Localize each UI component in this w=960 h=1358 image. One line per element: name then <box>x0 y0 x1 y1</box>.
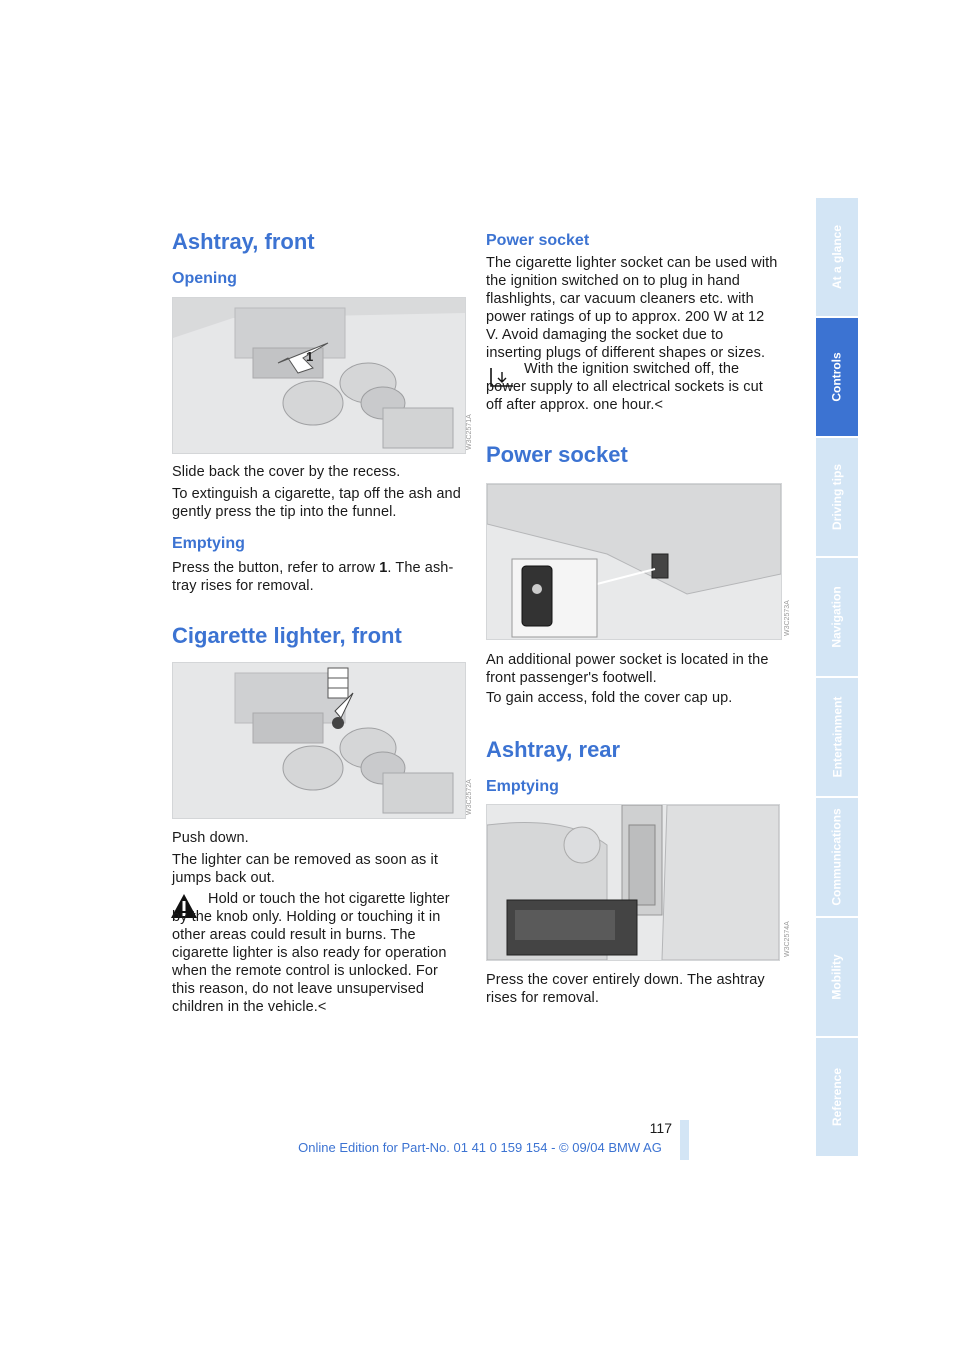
section-title-cigarette-lighter: Cigarette lighter, front <box>172 623 402 648</box>
figure-code: W3C2574A <box>784 921 791 957</box>
paragraph: An additional power socket is located in the front passenger's footwell. <box>486 652 769 686</box>
paragraph: The lighter can be removed as soon as it jumps back out. <box>172 852 438 886</box>
tab-entertainment[interactable]: Entertainment <box>816 678 858 796</box>
tab-controls[interactable]: Controls <box>816 318 858 436</box>
paragraph: Press the cover entirely down. The ashtray rises for removal. <box>486 972 765 1006</box>
section-title-power-socket: Power socket <box>486 442 628 467</box>
subtitle-emptying: Emptying <box>172 535 245 552</box>
subtitle-opening: Opening <box>172 270 237 287</box>
tab-mobility[interactable]: Mobility <box>816 918 858 1036</box>
paragraph: Slide back the cover by the recess. <box>172 464 401 480</box>
figure-code: W3C2572A <box>466 779 473 815</box>
figure-code: W3C2573A <box>784 600 791 636</box>
tab-communications[interactable]: Communications <box>816 798 858 916</box>
paragraph: Push down. <box>172 830 249 846</box>
figure-ashtray-rear <box>486 804 780 961</box>
section-title-ashtray-rear: Ashtray, rear <box>486 737 621 762</box>
tab-navigation[interactable]: Navigation <box>816 558 858 676</box>
paragraph: The cigarette lighter socket can be used with the ignition switched on to plug in hand flashlights, car vacuum cleaners etc. with power ratings of up to approx. 200 W at 12 V. Avoid damaging the socket due to inserting plugs of different shapes or sizes. <box>486 255 778 361</box>
subtitle-power-socket: Power socket <box>486 232 590 249</box>
subtitle-emptying-rear: Emptying <box>486 778 559 795</box>
tab-driving-tips[interactable]: Driving tips <box>816 438 858 556</box>
figure-power-socket <box>486 483 782 640</box>
note-text: With the ignition switched off, the power supply to all electrical sockets is cut off after approx. one hour.< <box>486 361 763 413</box>
tab-reference[interactable]: Reference <box>816 1038 858 1156</box>
warning-text: Hold or touch the hot cigarette lighter by the knob only. Holding or touching it in other areas could result in burns. The cigarette lighter is also ready for operation when the remote control is unlocked. For this reason, do not leave unsupervised children in the vehicle.< <box>172 891 450 1015</box>
figure-code: W3C2571A <box>466 414 473 450</box>
tab-at-a-glance[interactable]: At a glance <box>816 198 858 316</box>
figure-ashtray-opening <box>172 297 466 454</box>
page-number: 117 <box>649 1120 672 1136</box>
footer-edition: Online Edition for Part-No. 01 41 0 159 154 - © 09/04 BMW AG <box>298 1140 662 1155</box>
paragraph: Press the button, refer to arrow 1. The ash-tray rises for removal. <box>172 560 454 594</box>
paragraph: To gain access, fold the cover cap up. <box>486 690 733 706</box>
section-title-ashtray-front: Ashtray, front <box>172 229 315 254</box>
figure-cigarette-lighter <box>172 662 466 819</box>
paragraph: To extinguish a cigarette, tap off the ash and gently press the tip into the funnel. <box>172 486 461 520</box>
figure-callout-1: 1 <box>306 349 314 364</box>
